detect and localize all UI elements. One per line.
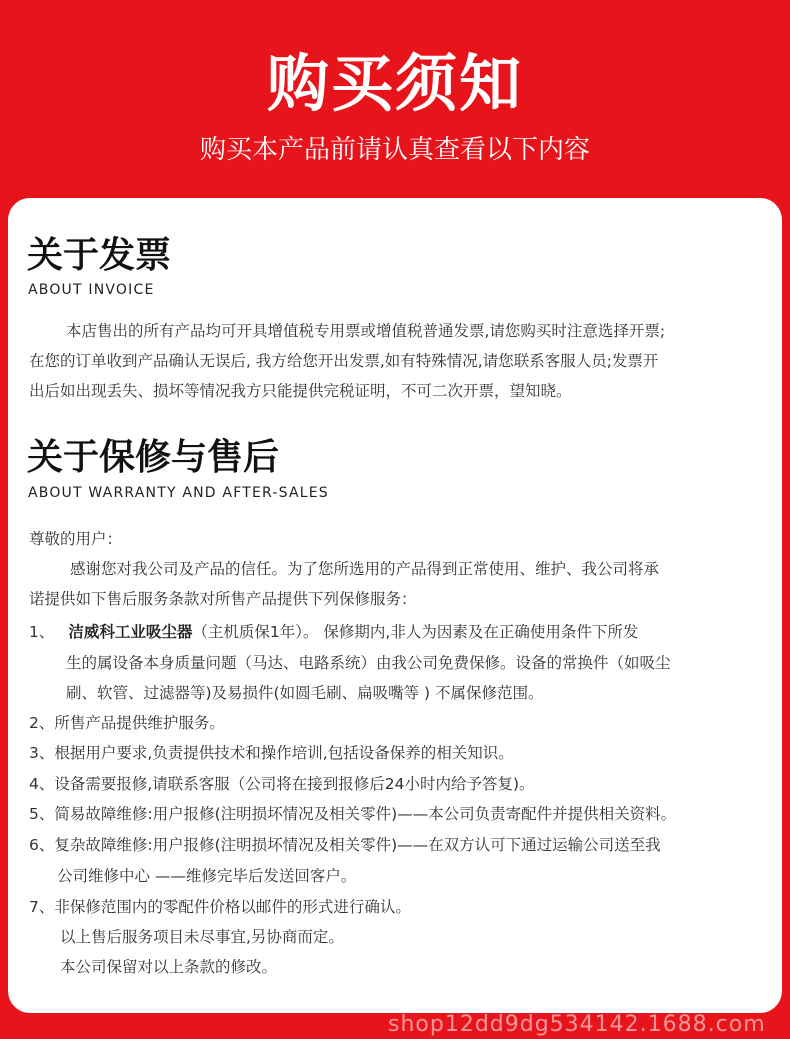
warranty-item-1-cont-1: 生的属设备本身质量问题（马达、电路系统）由我公司免费保修。设备的常换件（如吸尘 [66,654,671,672]
warranty-item-1-cont-2: 刷、软管、过滤器等)及易损件(如圆毛刷、扁吸嘴等 ) 不属保修范围。 [66,684,544,702]
warranty-item-6-cont: 公司维修中心 ——维修完毕后发送回客户。 [57,867,357,885]
item-1-text: （主机质保1年）。 保修期内,非人为因素及在正确使用条件下所发 [192,623,639,641]
warranty-closing-1: 以上售后服务项目未尽事宜,另协商而定。 [60,928,344,946]
warranty-intro-1: 感谢您对我公司及产品的信任。为了您所选用的产品得到正常使用、维护、我公司将承 [70,560,660,578]
page-title: 购买须知 [266,47,523,120]
content-card [8,198,782,1013]
shop-watermark: shop12dd9dg534142.1688.com [388,1012,766,1037]
warranty-intro-2: 诺提供如下售后服务条款对所售产品提供下列保修服务： [29,590,417,608]
warranty-greeting: 尊敬的用户： [29,530,123,548]
warranty-item-3: 3、根据用户要求,负责提供技术和操作培训,包括设备保养的相关知识。 [29,744,514,762]
invoice-line-3: 出后如出现丢失、损坏等情况我方只能提供完税证明，不可二次开票，望知晓。 [29,382,572,400]
warranty-item-1 [29,617,638,647]
page-subtitle: 购买本产品前请认真查看以下内容 [199,135,590,165]
invoice-section-title: 关于发票 [27,235,172,276]
warranty-section-title: 关于保修与售后 [27,437,280,478]
invoice-line-2: 在您的订单收到产品确认无误后, 我方给您开出发票,如有特殊情况,请您联系客服人员;发票开 [29,352,659,370]
warranty-item-7: 7、非保修范围内的零配件价格以邮件的形式进行确认。 [29,898,411,916]
warranty-item-4: 4、设备需要报修,请联系客服（公司将在接到报修后24小时内给予答复)。 [29,775,535,793]
warranty-item-5: 5、简易故障维修:用户报修(注明损坏情况及相关零件)——本公司负责寄配件并提供相关资料。 [29,805,677,823]
warranty-item-2: 2、所售产品提供维护服务。 [29,714,225,732]
invoice-line-1: 本店售出的所有产品均可开具增值税专用票或增值税普通发票,请您购买时注意选择开票; [66,322,666,340]
warranty-closing-2: 本公司保留对以上条款的修改。 [60,958,278,976]
item-1-number: 1、 [29,623,55,641]
warranty-item-6: 6、复杂故障维修:用户报修(注明损坏情况及相关零件)——在双方认可下通过运输公司送至我 [29,836,661,854]
item-1-product: 洁威科工业吸尘器 [68,623,193,641]
invoice-section-subtitle: ABOUT INVOICE [28,282,155,298]
header-banner [0,0,790,200]
warranty-section-subtitle: ABOUT WARRANTY AND AFTER-SALES [28,485,329,501]
